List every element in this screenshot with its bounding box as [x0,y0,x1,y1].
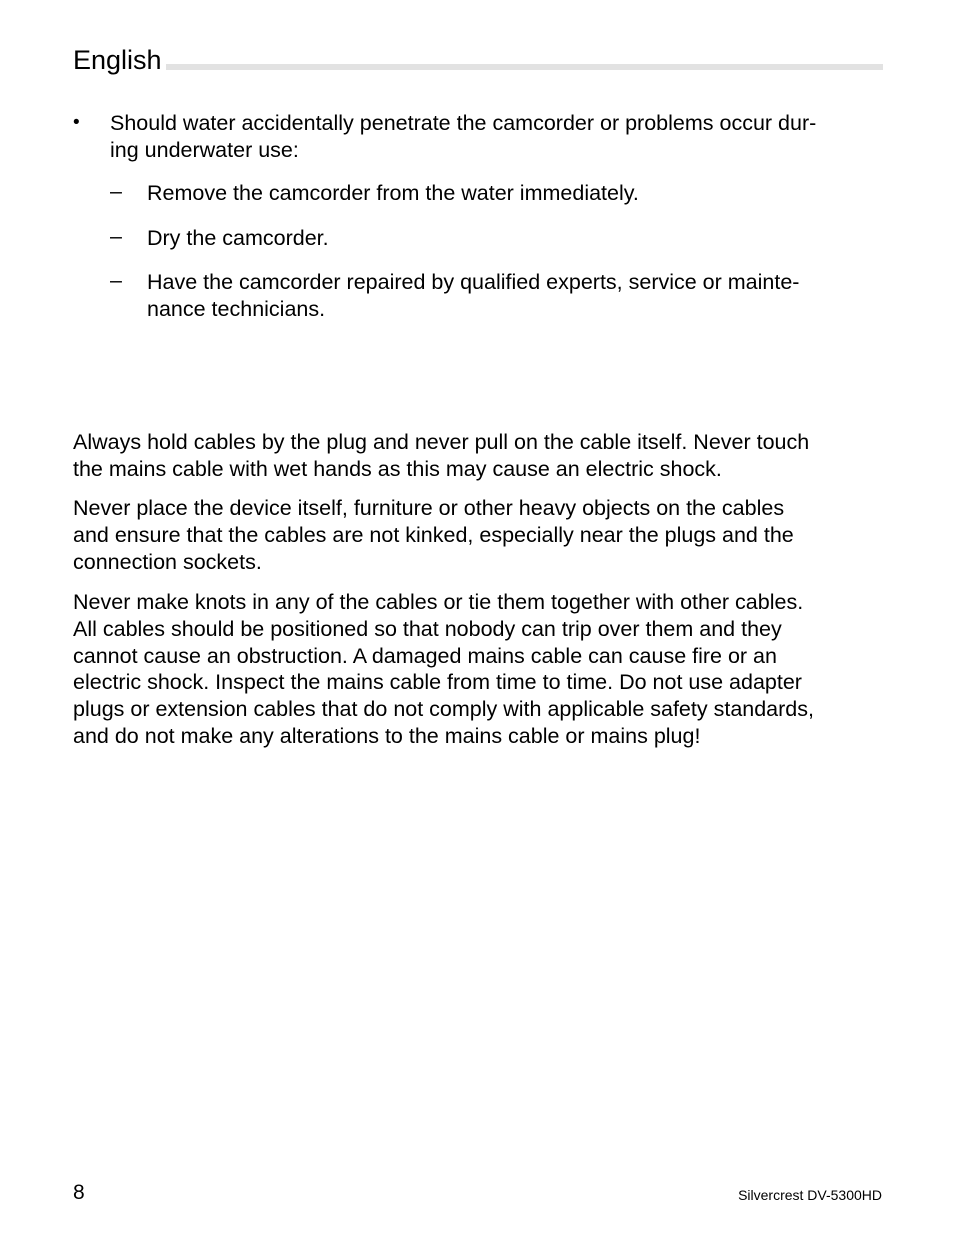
bullet-item [73,110,883,164]
dash-marker: – [110,179,122,203]
paragraph [73,495,883,575]
paragraph-line: the mains cable with wet hands as this may cause an electric shock. [73,456,722,481]
page-number: 8 [73,1181,85,1204]
paragraph-line: Never place the device itself, furniture or other heavy objects on the cables [73,496,785,520]
sub-item-line: Remove the camcorder from the water immediately. [147,181,639,205]
sub-item-line: nance technicians. [147,296,326,321]
paragraph-line: cannot cause an obstruction. A damaged mains cable can cause fire or an [73,643,777,668]
bullet-marker: • [73,112,80,133]
language-label: English [73,44,166,76]
paragraph-line: plugs or extension cables that do not comply with applicable safety standards, [73,697,814,722]
sub-item-line: Dry the camcorder. [147,226,329,250]
sub-item [110,180,880,207]
paragraph [73,589,883,750]
paragraph-line: electric shock. Inspect the mains cable from time to time. Do not use adapter [73,670,802,695]
page-header [73,44,883,76]
paragraph-line: Always hold cables by the plug and never pull on the cable itself. Never touch [73,430,810,454]
bullet-line: ing underwater use: [110,137,299,162]
paragraph-line: connection sockets. [73,549,262,574]
paragraph [73,429,883,483]
paragraph-line: and do not make any alterations to the mains cable or mains plug! [73,723,701,748]
sub-item [110,225,880,252]
paragraph-line: All cables should be positioned so that nobody can trip over them and they [73,616,782,641]
dash-marker: – [110,268,122,292]
bullet-line: Should water accidentally penetrate the camcorder or problems occur dur- [110,111,817,135]
header-rule [73,64,883,70]
model-name: Silvercrest DV-5300HD [738,1187,882,1203]
paragraph-line: Never make knots in any of the cables or tie them together with other cables. [73,590,804,614]
paragraph-line: and ensure that the cables are not kinked, especially near the plugs and the [73,522,794,547]
sub-item [110,269,880,323]
dash-marker: – [110,224,122,248]
sub-item-line: Have the camcorder repaired by qualified experts, service or mainte- [147,270,800,294]
